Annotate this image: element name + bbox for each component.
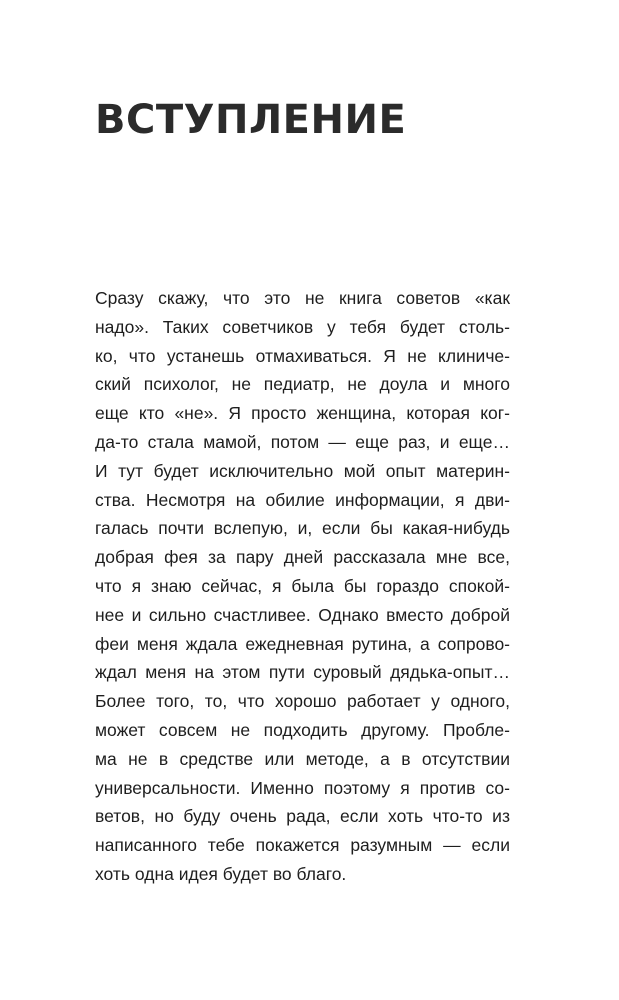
text-line: универсальности. Именно поэтому я против со-: [95, 777, 510, 798]
text-line: надо». Таких советчиков у тебя будет столь-: [95, 316, 510, 337]
text-line: ма не в средстве или методе, а в отсутствии: [95, 748, 510, 769]
text-line: И тут будет исключительно мой опыт материн-: [95, 460, 510, 481]
text-line: ждал меня на этом пути суровый дядька-опыт…: [95, 662, 510, 683]
text-line: да-то стала мамой, потом — еще раз, и еще…: [95, 431, 510, 452]
text-line: феи меня ждала ежедневная рутина, а сопрово-: [95, 633, 510, 654]
text-line: еще кто «не». Я просто женщина, которая ког-: [95, 403, 510, 424]
text-line: хоть одна идея будет во благо.: [95, 863, 347, 884]
text-line: ко, что устанешь отмахиваться. Я не клиниче-: [95, 345, 510, 366]
text-line: Более того, то, что хорошо работает у одного,: [95, 691, 510, 712]
text-line: что я знаю сейчас, я была бы гораздо спокой-: [95, 575, 510, 596]
text-line: галась почти вслепую, и, если бы какая-нибудь: [95, 518, 510, 539]
text-line: может совсем не подходить другому. Пробле-: [95, 719, 510, 740]
text-line: ский психолог, не педиатр, не доула и много: [95, 374, 510, 395]
text-line: нее и сильно счастливее. Однако вместо доброй: [95, 604, 510, 625]
text-line: ства. Несмотря на обилие информации, я дви-: [95, 489, 510, 510]
text-line: ветов, но буду очень рада, если хоть что-то из: [95, 806, 510, 827]
body-paragraph: [95, 284, 510, 889]
text-line: Сразу скажу, что это не книга советов «как: [95, 288, 510, 308]
text-line: написанного тебе покажется разумным — если: [95, 835, 510, 856]
chapter-title: ВСТУПЛЕНИЕ: [95, 97, 407, 143]
text-line: добрая фея за пару дней рассказала мне все,: [95, 547, 510, 568]
